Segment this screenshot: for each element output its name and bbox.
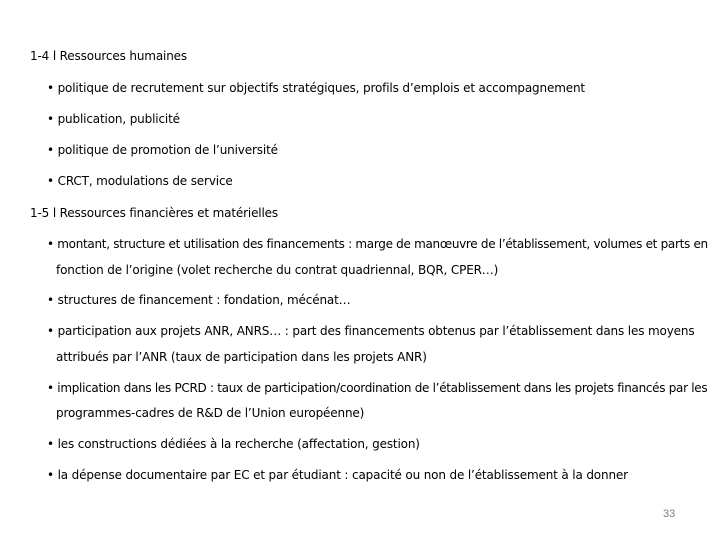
list-item: • politique de recrutement sur objectifs stratégiques, profils d’emplois et accompagnement — [47, 81, 585, 95]
list-item: • implication dans les PCRD : taux de participation/coordination de l’établissement dans les projets financés par les — [47, 381, 708, 395]
list-item: • participation aux projets ANR, ANRS… : part des financements obtenus par l’établissement dans les moyens — [47, 324, 695, 338]
page-number: 33 — [663, 508, 676, 520]
list-item: • montant, structure et utilisation des financements : marge de manœuvre de l’établissement, volumes et parts en — [47, 237, 708, 251]
list-item-continuation: fonction de l’origine (volet recherche du contrat quadriennal, BQR, CPER…) — [56, 263, 499, 277]
list-item: • politique de promotion de l’université — [47, 143, 278, 157]
list-item: • publication, publicité — [47, 112, 180, 126]
list-item-continuation: attribués par l’ANR (taux de participation dans les projets ANR) — [56, 350, 427, 364]
section-heading-human-resources: 1-4 l Ressources humaines — [30, 49, 187, 63]
list-item: • structures de financement : fondation, mécénat… — [47, 293, 351, 307]
list-item-continuation: programmes-cadres de R&D de l’Union européenne) — [56, 406, 365, 420]
list-item: • la dépense documentaire par EC et par étudiant : capacité ou non de l’établissement à la donner — [47, 468, 628, 482]
section-heading-financial-resources: 1-5 l Ressources financières et matérielles — [30, 206, 279, 220]
list-item: • CRCT, modulations de service — [47, 174, 233, 188]
list-item: • les constructions dédiées à la recherche (affectation, gestion) — [47, 437, 420, 451]
